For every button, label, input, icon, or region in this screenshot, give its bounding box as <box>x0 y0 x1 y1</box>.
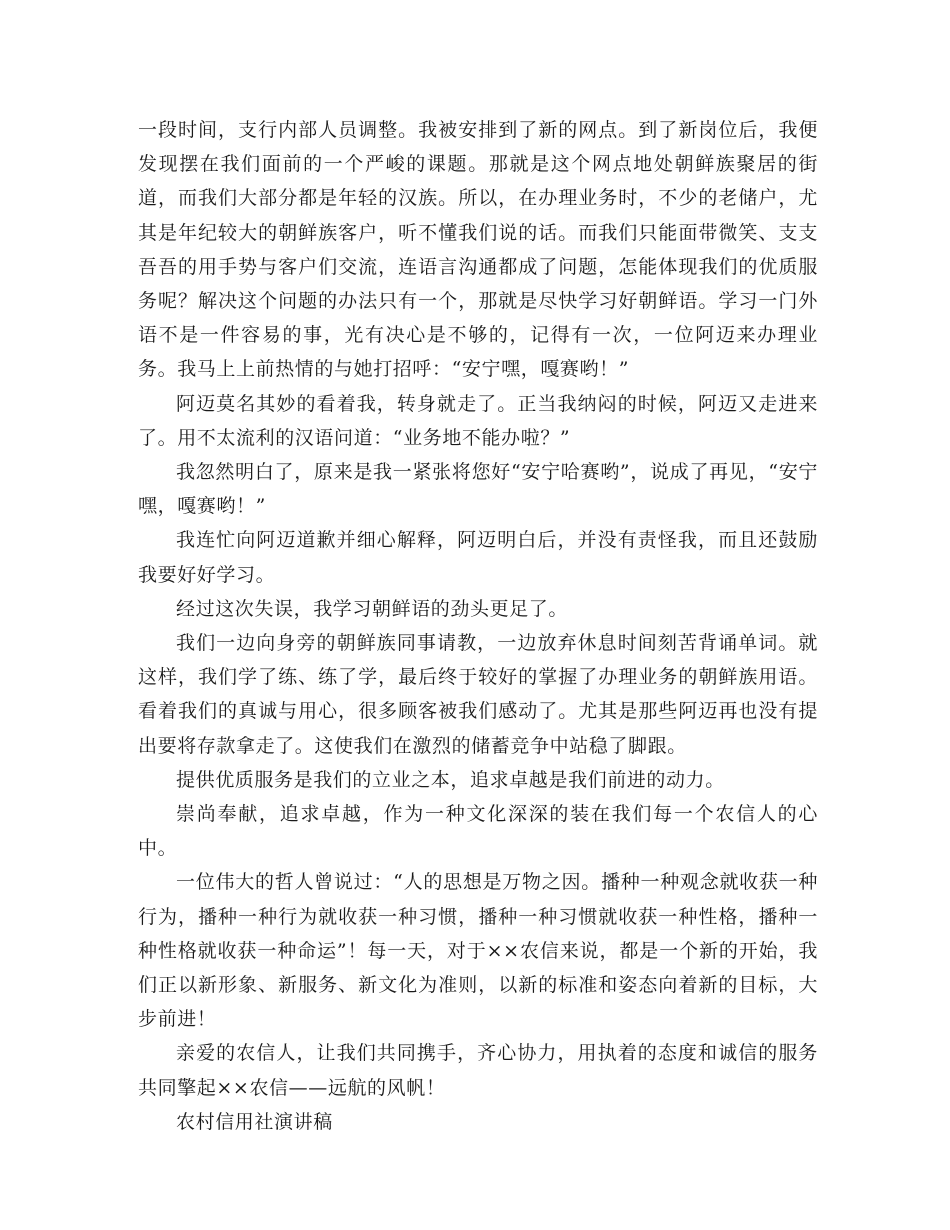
paragraph: 崇尚奉献，追求卓越，作为一种文化深深的装在我们每一个农信人的心中。 <box>138 803 818 860</box>
document-footer-title: 农村信用社演讲稿 <box>176 1110 333 1133</box>
paragraph: 我忽然明白了，原来是我一紧张将您好“安宁哈赛哟”，说成了再见，“安宁嘿，嘎赛哟！” <box>138 461 818 518</box>
paragraph: 一位伟大的哲人曾说过：“人的思想是万物之因。播种一种观念就收获一种行为，播种一种行为就收获一种习惯，播种一种习惯就收获一种性格，播种一种性格就收获一种命运”！每一天，对于××农信来说，都是一个新的开始，我们正以新形象、新服务、新文化为准则，以新的标准和姿态向着新的目标，大步前进！ <box>138 871 818 1031</box>
paragraph: 我连忙向阿迈道歉并细心解释，阿迈明白后，并没有责怪我，而且还鼓励我要好好学习。 <box>138 529 818 586</box>
paragraph: 一段时间，支行内部人员调整。我被安排到了新的网点。到了新岗位后，我便发现摆在我们面前的一个严峻的课题。那就是这个网点地处朝鲜族聚居的街道，而我们大部分都是年轻的汉族。所以，在办理业务时，不少的老储户，尤其是年纪较大的朝鲜族客户，听不懂我们说的话。而我们只能面带微笑、支支吾吾的用手势与客户们交流，连语言沟通都成了问题，怎能体现我们的优质服务呢？解决这个问题的办法只有一个，那就是尽快学习好朝鲜语。学习一门外语不是一件容易的事，光有决心是不够的，记得有一次，一位阿迈来办理业务。我马上上前热情的与她打招呼：“安宁嘿，嘎赛哟！” <box>138 119 818 381</box>
paragraph: 我们一边向身旁的朝鲜族同事请教，一边放弃休息时间刻苦背诵单词。就这样，我们学了练、练了学，最后终于较好的掌握了办理业务的朝鲜族用语。看着我们的真诚与用心，很多顾客被我们感动了。尤其是那些阿迈再也没有提出要将存款拿走了。这使我们在激烈的储蓄竞争中站稳了脚跟。 <box>138 632 818 757</box>
paragraph: 提供优质服务是我们的立业之本，追求卓越是我们前进的动力。 <box>176 768 725 791</box>
paragraph: 经过这次失误，我学习朝鲜语的劲头更足了。 <box>176 597 569 620</box>
paragraph: 亲爱的农信人，让我们共同携手，齐心协力，用执着的态度和诚信的服务共同擎起××农信——远航的风帆！ <box>138 1042 818 1099</box>
paragraph: 阿迈莫名其妙的看着我，转身就走了。正当我纳闷的时候，阿迈又走进来了。用不太流利的汉语问道：“业务地不能办啦？” <box>138 392 818 449</box>
document-page <box>138 113 818 1139</box>
